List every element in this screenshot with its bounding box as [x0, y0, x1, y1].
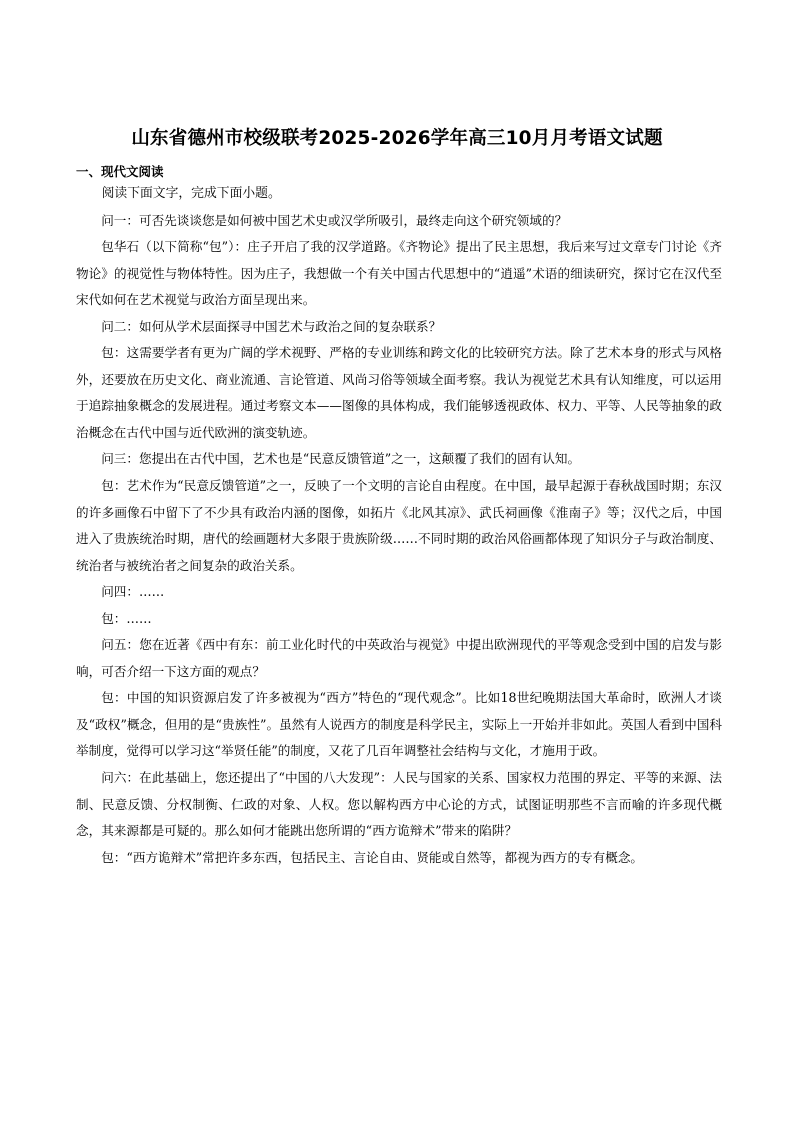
- question-2: 问二：如何从学术层面探寻中国艺术与政治之间的复杂联系？: [101, 318, 442, 334]
- question-3: 问三：您提出在古代中国，艺术也是“民意反馈管道”之一，这颠覆了我们的固有认知。: [101, 451, 581, 467]
- question-5: 问五：您在近著《西中有东：前工业化时代的中英政治与视觉》中提出欧洲现代的平等观念受到中国的启发与影响，可否介绍一下这方面的观点？: [76, 637, 722, 679]
- answer-3: 包：艺术作为“民意反馈管道”之一，反映了一个文明的言论自由程度。在中国，最早起源于春秋战国时期；东汉的许多画像石中留下了不少具有政治内涵的图像，如拓片《北风其凉》、武氏祠画像《淮南子》等；汉代之后，中国进入了贵族统治时期，唐代的绘画题材大多限于贵族阶级……不同时期的政治风俗画都体现了知识分子与政治制度、统治者与被统治者之间复杂的政治关系。: [76, 478, 722, 573]
- document-title: 山东省德州市校级联考2025-2026学年高三10月月考语文试题: [131, 128, 663, 149]
- section-heading: 一、现代文阅读: [76, 164, 164, 179]
- answer-5: 包：中国的知识资源启发了许多被视为“西方”特色的“现代观念”。比如18世纪晚期法国大革命时，欧洲人才谈及“政权”概念，但用的是“贵族性”。虽然有人说西方的制度是科学民主，实际上一开始并非如此。英国人看到中国科举制度，觉得可以学习这“举贤任能”的制度，又花了几百年调整社会结构与文化，才施用于政。: [76, 690, 722, 759]
- answer-2: 包：这需要学者有更为广阔的学术视野、严格的专业训练和跨文化的比较研究方法。除了艺术本身的形式与风格外，还要放在历史文化、商业流通、言论管道、风尚习俗等领域全面考察。我认为视觉艺术具有认知维度，可以运用于追踪抽象概念的发展进程。通过考察文本——图像的具体构成，我们能够透视政体、权力、平等、人民等抽象的政治概念在古代中国与近代欧洲的演变轨迹。: [76, 345, 722, 440]
- passage-body: [76, 181, 722, 871]
- question-6: 问六：在此基础上，您还提出了“中国的八大发现”：人民与国家的关系、国家权力范围的界定、平等的来源、法制、民意反馈、分权制衡、仁政的对象、人权。您以解构西方中心论的方式，试图证明那些不言而喻的许多现代概念，其来源都是可疑的。那么如何才能跳出您所谓的“西方诡辩术”带来的陷阱？: [76, 770, 722, 839]
- answer-6: 包：“西方诡辩术”常把许多东西，包括民主、言论自由、贤能或自然等，都视为西方的专有概念。: [101, 849, 644, 865]
- passage-instruction: 阅读下面文字，完成下面小题。: [101, 186, 281, 201]
- answer-4: 包：……: [101, 610, 152, 626]
- question-4: 问四：……: [101, 584, 165, 600]
- answer-1: 包华石（以下简称“包”）：庄子开启了我的汉学道路。《齐物论》提出了民主思想，我后来写过文章专门讨论《齐物论》的视觉性与物体特性。因为庄子，我想做一个有关中国古代思想中的“逍遥”术语的细读研究，探讨它在汉代至宋代如何在艺术视觉与政治方面呈现出来。: [76, 239, 722, 308]
- question-1: 问一：可否先谈谈您是如何被中国艺术史或汉学所吸引，最终走向这个研究领域的？: [101, 212, 568, 228]
